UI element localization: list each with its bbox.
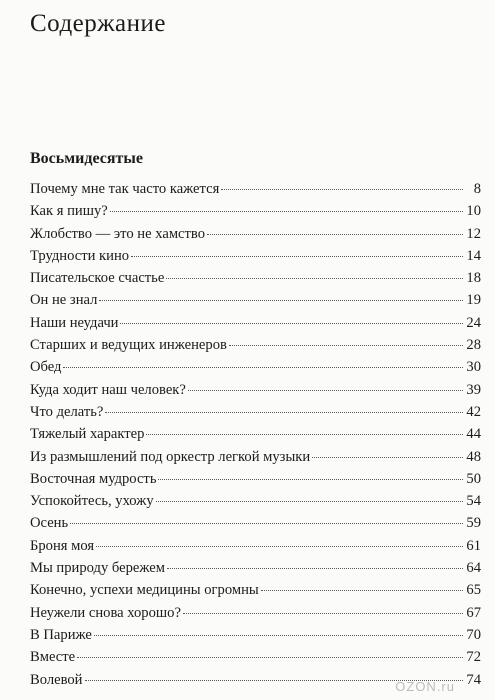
toc-entry-title: Трудности кино [30, 247, 130, 264]
toc-entry-page: 72 [466, 649, 481, 666]
toc-entry-title: Тяжелый характер [30, 426, 145, 443]
toc-entry-page: 14 [466, 247, 481, 264]
toc-entry [30, 248, 481, 270]
toc-entry-page: 42 [466, 403, 481, 420]
toc-entry [30, 515, 481, 537]
toc-entry [30, 337, 481, 359]
toc-entry-title: В Париже [30, 626, 92, 643]
dot-leader [166, 278, 463, 279]
dot-leader [131, 256, 463, 257]
toc-entry-title: Писательское счастье [30, 270, 165, 287]
page-title: Содержание [30, 10, 166, 37]
toc-entry-title: Старших и ведущих инженеров [30, 337, 227, 354]
toc-entry [30, 649, 481, 671]
toc-entry-page: 64 [466, 560, 481, 577]
toc-entry [30, 560, 481, 582]
toc-entry [30, 582, 481, 604]
dot-leader [70, 523, 463, 524]
toc-entry-title: Мы природу бережем [30, 560, 165, 577]
toc-entry-title: Наши неудачи [30, 314, 119, 331]
toc-entry-page: 65 [466, 582, 481, 599]
toc-entry [30, 181, 481, 203]
toc-entry-title: Неужели снова хорошо? [30, 604, 181, 621]
toc-entry [30, 270, 481, 292]
toc-entry-title: Как я пишу? [30, 203, 108, 220]
toc-entry [30, 315, 481, 337]
toc-entry-page: 70 [466, 626, 481, 643]
dot-leader [63, 367, 463, 368]
toc-entry [30, 426, 481, 448]
dot-leader [146, 434, 463, 435]
toc-entry [30, 605, 481, 627]
toc-entry-page: 74 [466, 671, 481, 688]
toc-entry-title: Жлобство — это не хамство [30, 225, 206, 242]
toc-entry-page: 67 [466, 604, 481, 621]
toc-entry-page: 48 [466, 448, 481, 465]
dot-leader [105, 412, 463, 413]
toc-entry [30, 382, 481, 404]
dot-leader [94, 635, 463, 636]
dot-leader [158, 479, 463, 480]
dot-leader [167, 568, 463, 569]
dot-leader [183, 613, 463, 614]
toc-entry-page: 30 [466, 359, 481, 376]
toc-entry-title: Восточная мудрость [30, 470, 157, 487]
toc-entry-page: 19 [466, 292, 481, 309]
toc-entry-page: 39 [466, 381, 481, 398]
dot-leader [156, 501, 463, 502]
dot-leader [120, 323, 463, 324]
dot-leader [188, 390, 463, 391]
toc-entry-title: Обед [30, 359, 62, 376]
toc-entry-page: 10 [466, 203, 481, 220]
toc-entry [30, 404, 481, 426]
toc-entry [30, 226, 481, 248]
toc-entry-title: Что делать? [30, 403, 104, 420]
toc-entry-page: 54 [466, 493, 481, 510]
toc-entry-page: 8 [473, 181, 481, 197]
dot-leader [110, 211, 463, 212]
toc-entry-page: 18 [466, 270, 481, 287]
toc-entry [30, 292, 481, 314]
toc-entry [30, 203, 481, 225]
toc-entry-title: Конечно, успехи медицины огромны [30, 582, 259, 599]
dot-leader [261, 590, 463, 591]
toc-entry-page: 50 [466, 470, 481, 487]
dot-leader [229, 345, 463, 346]
dot-leader [96, 546, 463, 547]
table-of-contents [30, 181, 481, 694]
toc-entry [30, 538, 481, 560]
dot-leader [221, 189, 463, 190]
toc-entry [30, 471, 481, 493]
toc-entry-title: Из размышлений под оркестр легкой музыки [30, 448, 311, 465]
toc-entry [30, 493, 481, 515]
toc-entry-page: 44 [466, 426, 481, 443]
watermark: OZON.ru [395, 679, 455, 694]
toc-entry-title: Куда ходит наш человек? [30, 381, 186, 398]
toc-entry-page: 59 [466, 515, 481, 532]
toc-entry-title: Почему мне так часто кажется [30, 181, 220, 197]
toc-entry-title: Он не знал [30, 292, 98, 309]
toc-entry [30, 627, 481, 649]
dot-leader [312, 457, 463, 458]
toc-entry-title: Осень [30, 515, 69, 532]
dot-leader [99, 300, 463, 301]
toc-entry-page: 28 [466, 337, 481, 354]
toc-entry-title: Волевой [30, 671, 83, 688]
toc-entry-page: 61 [466, 537, 481, 554]
toc-entry [30, 359, 481, 381]
toc-entry [30, 449, 481, 471]
toc-entry-title: Броня моя [30, 537, 95, 554]
toc-entry-page: 12 [466, 225, 481, 242]
toc-entry-page: 24 [466, 314, 481, 331]
toc-entry-title: Успокойтесь, ухожу [30, 493, 154, 510]
dot-leader [77, 657, 463, 658]
toc-entry-title: Вместе [30, 649, 76, 666]
section-heading: Восьмидесятые [30, 150, 143, 167]
dot-leader [207, 234, 463, 235]
